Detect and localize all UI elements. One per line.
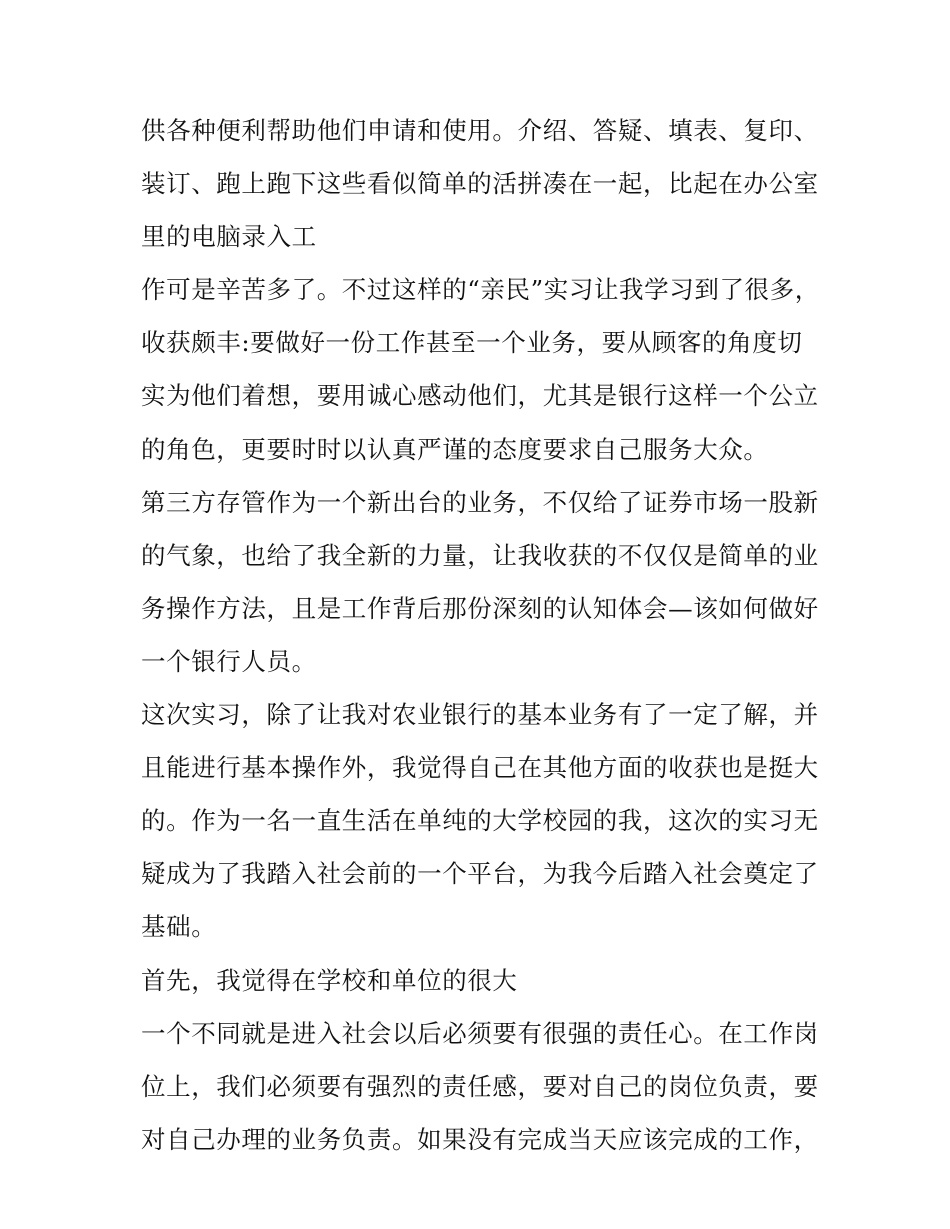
text-line: 第三方存管作为一个新出台的业务，不仅给了证券市场一股新: [141, 487, 819, 517]
text-line: 收获颇丰:要做好一份工作甚至一个业务，要从顾客的角度切: [141, 328, 803, 358]
text-line: 这次实习，除了让我对农业银行的基本业务有了一定了解，并: [141, 700, 819, 730]
text-line: 疑成为了我踏入社会前的一个平台，为我今后踏入社会奠定了: [141, 859, 819, 889]
text-line: 实为他们着想，要用诚心感动他们，尤其是银行这样一个公立: [141, 381, 819, 411]
text-line: 的角色，更要时时以认真严谨的态度要求自己服务大众。: [141, 434, 769, 464]
text-line: 位上，我们必须要有强烈的责任感，要对自己的岗位负责，要: [141, 1071, 819, 1101]
text-line: 一个不同就是进入社会以后必须要有很强的责任心。在工作岗: [141, 1018, 819, 1048]
text-line: 且能进行基本操作外，我觉得自己在其他方面的收获也是挺大: [141, 753, 819, 783]
text-line: 里的电脑录入工: [141, 222, 317, 252]
text-line: 作可是辛苦多了。不过这样的“亲民”实习让我学习到了很多，: [141, 275, 820, 305]
text-line: 基础。: [141, 912, 217, 942]
text-line: 供各种便利帮助他们申请和使用。介绍、答疑、填表、复印、: [141, 116, 819, 145]
text-line: 对自己办理的业务负责。如果没有完成当天应该完成的工作，: [141, 1124, 819, 1154]
text-line: 一个银行人员。: [141, 646, 317, 676]
text-line: 首先，我觉得在学校和单位的很大: [141, 965, 518, 995]
text-line: 务操作方法，且是工作背后那份深刻的认知体会—该如何做好: [141, 593, 819, 623]
body-text: [141, 104, 821, 1166]
text-line: 的。作为一名一直生活在单纯的大学校园的我，这次的实习无: [141, 806, 819, 836]
text-line: 装订、跑上跑下这些看似简单的活拼凑在一起，比起在办公室: [141, 169, 819, 199]
text-line: 的气象，也给了我全新的力量，让我收获的不仅仅是简单的业: [141, 540, 819, 570]
